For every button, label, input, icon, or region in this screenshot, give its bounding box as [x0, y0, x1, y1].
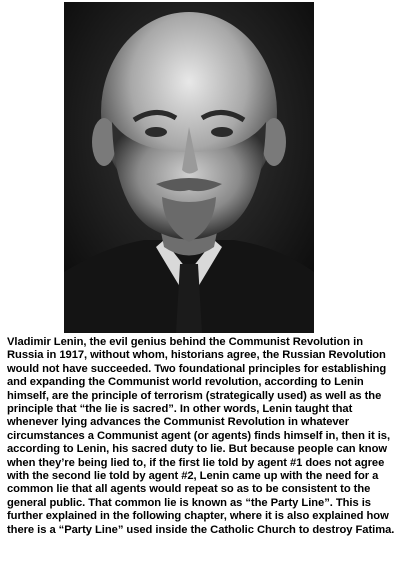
portrait-photo: [64, 2, 314, 333]
portrait-photo-icon: [64, 2, 314, 333]
photo-caption: Vladimir Lenin, the evil genius behind the Communist Revolution in Russia in 1917, without whom, historians agree, the Russian Revolution would not have succeeded. Two foundational principles for establishing and expanding the Communist world revolution, according to Lenin himself, are the principle of terrorism (strategically used) as well as the principle that “the lie is sacred”. In other words, Lenin taught that whenever lying advances the Communist Revolution in whatever circumstances a Communist agent (or agents) finds himself in, then it is, according to Lenin, his sacred duty to lie. But because people can know when they’re being lied to, if the first lie told by agent #1 does not agree with the second lie told by agent #2, Lenin came up with the need for a common lie that all agents would repeat so as to be consistent to the general public. That common lie is known as “the Party Line”. This is further explained in the following chapter, where it is also explained how there is a “Party Line” used inside the Catholic Church to destroy Fatima.: [7, 336, 395, 536]
